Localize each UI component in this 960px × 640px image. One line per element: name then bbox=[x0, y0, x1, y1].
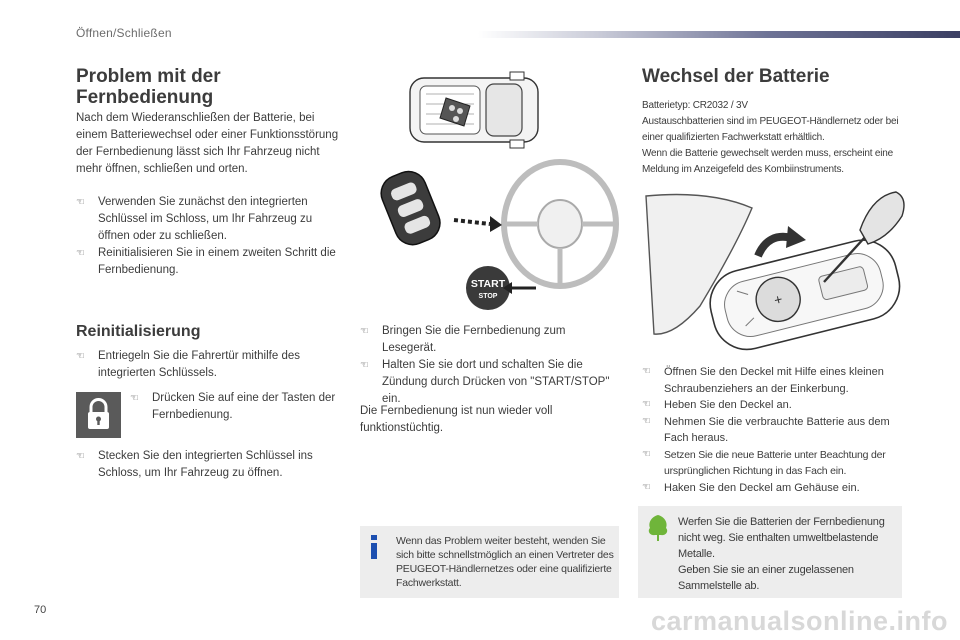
arrow-bullet-icon: ☜ bbox=[76, 451, 85, 462]
steering-wheel bbox=[504, 162, 616, 286]
list-item bbox=[642, 364, 904, 397]
list-item-text: Bringen Sie die Fernbedienung zum Lesegerät. bbox=[382, 325, 566, 354]
reinit-step4-5 bbox=[360, 323, 612, 408]
list-item bbox=[130, 390, 340, 424]
eco-note-text1: Werfen Sie die Batterien der Fernbedienung nicht weg. Sie enthalten umweltbelastende Metalle. bbox=[678, 516, 885, 560]
arrow-bullet-icon: ☜ bbox=[642, 448, 651, 460]
battery-warning: Wenn die Batterie gewechselt werden muss, erscheint eine Meldung im Anzeigefeld des Kombiinstruments. bbox=[642, 148, 893, 175]
list-item bbox=[642, 447, 904, 480]
reinit-step3 bbox=[76, 448, 340, 482]
tree-icon bbox=[647, 515, 669, 541]
problem-bullets bbox=[76, 194, 340, 279]
battery-title: Wechsel der Batterie bbox=[642, 66, 830, 87]
info-note-text: Wenn das Problem weiter besteht, wenden Sie sich bitte schnellstmöglich an einen Vertreter des PEUGEOT-Händlernetzes oder eine qualifizierte Fachwerkstatt. bbox=[396, 535, 614, 589]
list-item bbox=[360, 357, 612, 408]
start-stop-illustration bbox=[360, 64, 620, 314]
list-item-text: Halten Sie sie dort und schalten Sie die Zündung durch Drücken von "START/STOP" ein. bbox=[382, 359, 610, 405]
arrow-bullet-icon: ☜ bbox=[76, 351, 85, 362]
arrow-bullet-icon: ☜ bbox=[642, 399, 651, 410]
reinit-result: Die Fernbedienung ist nun wieder voll funktionstüchtig. bbox=[360, 405, 553, 434]
list-item-text: Öffnen Sie den Deckel mit Hilfe eines kleinen Schraubenziehers an der Einkerbung. bbox=[664, 366, 884, 395]
battery-steps bbox=[642, 364, 904, 496]
problem-intro: Nach dem Wiederanschließen der Batterie, bei einem Batteriewechsel oder einer Funktionsstörung der Fernbedienung lässt sich Ihr Fahrzeug nicht mehr öffnen, schließen und orten. bbox=[76, 112, 339, 175]
list-item-text: Entriegeln Sie die Fahrertür mithilfe des integrierten Schlüssels. bbox=[98, 350, 300, 379]
battery-change-illustration bbox=[640, 186, 910, 356]
problem-title bbox=[76, 66, 221, 108]
list-item bbox=[360, 323, 612, 357]
section-title: Öffnen/Schließen bbox=[76, 26, 172, 40]
eco-note bbox=[638, 506, 902, 598]
start-label: START bbox=[470, 278, 506, 290]
list-item bbox=[76, 245, 340, 279]
page-number: 70 bbox=[34, 604, 47, 616]
arrow-bullet-icon: ☜ bbox=[360, 360, 369, 371]
stop-label: STOP bbox=[478, 293, 498, 300]
list-item bbox=[642, 397, 904, 414]
list-item-text: Verwenden Sie zunächst den integrierten Schlüssel im Schloss, um Ihr Fahrzeug zu öffnen oder zu schließen. bbox=[98, 196, 313, 242]
header-bar bbox=[478, 31, 960, 38]
reinit-step2 bbox=[130, 390, 340, 424]
list-item bbox=[76, 348, 340, 382]
info-note bbox=[360, 526, 619, 598]
reinit-step1 bbox=[76, 348, 340, 382]
list-item-text: Drücken Sie auf eine der Tasten der Fernbedienung. bbox=[152, 392, 336, 421]
arrow-bullet-icon: ☜ bbox=[642, 366, 651, 377]
list-item bbox=[76, 448, 340, 482]
list-item-text: Stecken Sie den integrierten Schlüssel ins Schloss, um Ihr Fahrzeug zu öffnen. bbox=[98, 450, 313, 479]
list-item-text: Setzen Sie die neue Batterie unter Beachtung der ursprünglichen Richtung in das Fach ein. bbox=[664, 448, 886, 477]
lock-icon bbox=[76, 392, 121, 438]
dotted-arrow-icon bbox=[454, 216, 502, 232]
eco-note-text2: Geben Sie sie an einer zugelassenen Sammelstelle ab. bbox=[678, 564, 854, 592]
list-item bbox=[76, 194, 340, 245]
battery-availability: Austauschbatterien sind im PEUGEOT-Händlernetz oder bei einer qualifizierten Fachwerkstatt erhältlich. bbox=[642, 116, 899, 143]
list-item-text: Nehmen Sie die verbrauchte Batterie aus dem Fach heraus. bbox=[664, 415, 890, 444]
key-fob bbox=[376, 166, 446, 250]
watermark: carmanualsonline.info bbox=[650, 606, 948, 636]
list-item-text: Haken Sie den Deckel am Gehäuse ein. bbox=[664, 481, 860, 494]
list-item-text: Heben Sie den Deckel an. bbox=[664, 399, 792, 411]
list-item bbox=[642, 480, 904, 497]
list-item bbox=[642, 414, 904, 447]
list-item-text: Reinitialisieren Sie in einem zweiten Schritt die Fernbedienung. bbox=[98, 247, 336, 276]
problem-title-line1: Problem mit der bbox=[76, 66, 221, 87]
car-top-view bbox=[410, 72, 538, 148]
reinit-title: Reinitialisierung bbox=[76, 323, 201, 340]
fob-housing bbox=[703, 233, 907, 356]
arrow-bullet-icon: ☜ bbox=[130, 393, 139, 404]
battery-type: Batterietyp: CR2032 / 3V bbox=[642, 100, 748, 111]
arrow-bullet-icon: ☜ bbox=[642, 415, 651, 427]
arrow-bullet-icon: ☜ bbox=[76, 248, 85, 259]
info-icon bbox=[368, 535, 380, 559]
svg-text:+: + bbox=[772, 290, 785, 309]
arrow-bullet-icon: ☜ bbox=[76, 197, 85, 208]
arrow-bullet-icon: ☜ bbox=[642, 481, 651, 493]
arrow-bullet-icon: ☜ bbox=[360, 326, 369, 337]
lock-tile bbox=[76, 392, 121, 438]
problem-title-line2: Fernbedienung bbox=[76, 87, 214, 108]
